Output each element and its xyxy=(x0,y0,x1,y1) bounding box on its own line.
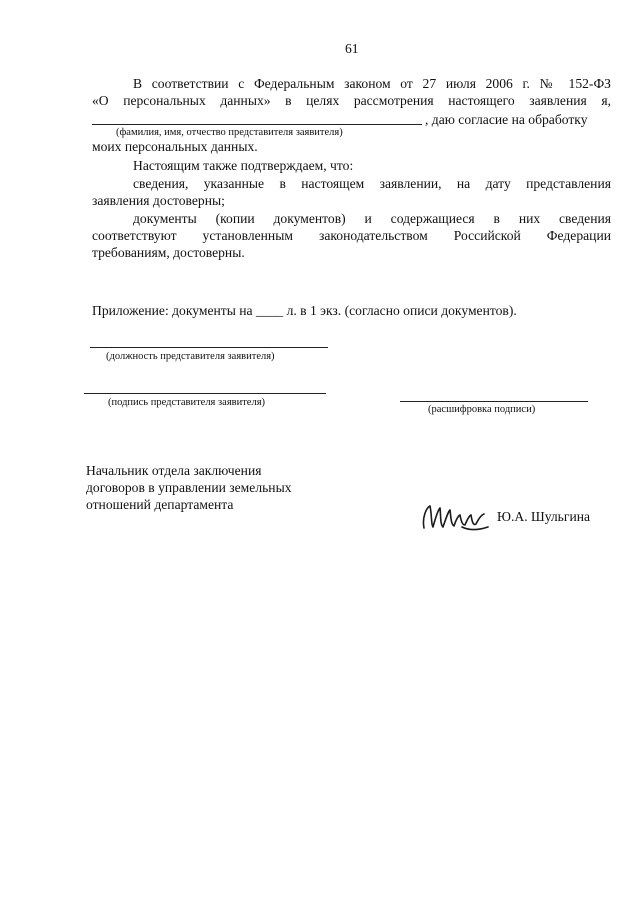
decryption-field-line[interactable] xyxy=(400,401,588,402)
handwritten-signature xyxy=(418,500,494,536)
consent-line-2: «О персональных данных» в целях рассмотрения настоящего заявления я, xyxy=(92,93,611,108)
confirm-item2-line2: соответствуют установленным законодательством Российской Федерации xyxy=(92,228,611,243)
consent-line-1: В соответствии с Федеральным законом от 27 июля 2006 г. № 152-ФЗ xyxy=(133,76,611,91)
name-field-caption: (фамилия, имя, отчество представителя заявителя) xyxy=(116,127,343,138)
confirm-intro: Настоящим также подтверждаем, что: xyxy=(133,158,354,173)
attachment-line xyxy=(92,303,517,319)
consent-line-3-suffix: , даю согласие на обработку xyxy=(425,112,588,127)
position-field-line[interactable] xyxy=(90,347,328,348)
attachment-pages-blank[interactable]: ____ xyxy=(255,303,284,318)
signature-caption: (подпись представителя заявителя) xyxy=(108,397,266,408)
decryption-caption: (расшифровка подписи) xyxy=(428,404,536,415)
confirm-item1-line1: сведения, указанные в настоящем заявлении, на дату представления xyxy=(133,176,611,191)
official-title-line-3: отношений департамента xyxy=(86,497,234,512)
consent-line-4: моих персональных данных. xyxy=(92,139,258,154)
signature-field-line[interactable] xyxy=(84,393,326,394)
name-field-line[interactable] xyxy=(92,124,422,125)
confirm-item2-line1: документы (копии документов) и содержащиеся в них сведения xyxy=(133,211,611,226)
attachment-suffix: л. в 1 экз. (согласно описи документов). xyxy=(286,303,517,318)
page-number: 61 xyxy=(345,41,359,56)
official-title-line-2: договоров в управлении земельных xyxy=(86,480,292,495)
signer-name: Ю.А. Шульгина xyxy=(497,509,591,524)
attachment-prefix: Приложение: документы на xyxy=(92,303,253,318)
official-title-line-1: Начальник отдела заключения xyxy=(86,463,262,478)
confirm-item2-line3: требованиям, достоверны. xyxy=(92,245,245,260)
position-caption: (должность представителя заявителя) xyxy=(106,351,275,362)
confirm-item1-line2: заявления достоверны; xyxy=(92,193,225,208)
